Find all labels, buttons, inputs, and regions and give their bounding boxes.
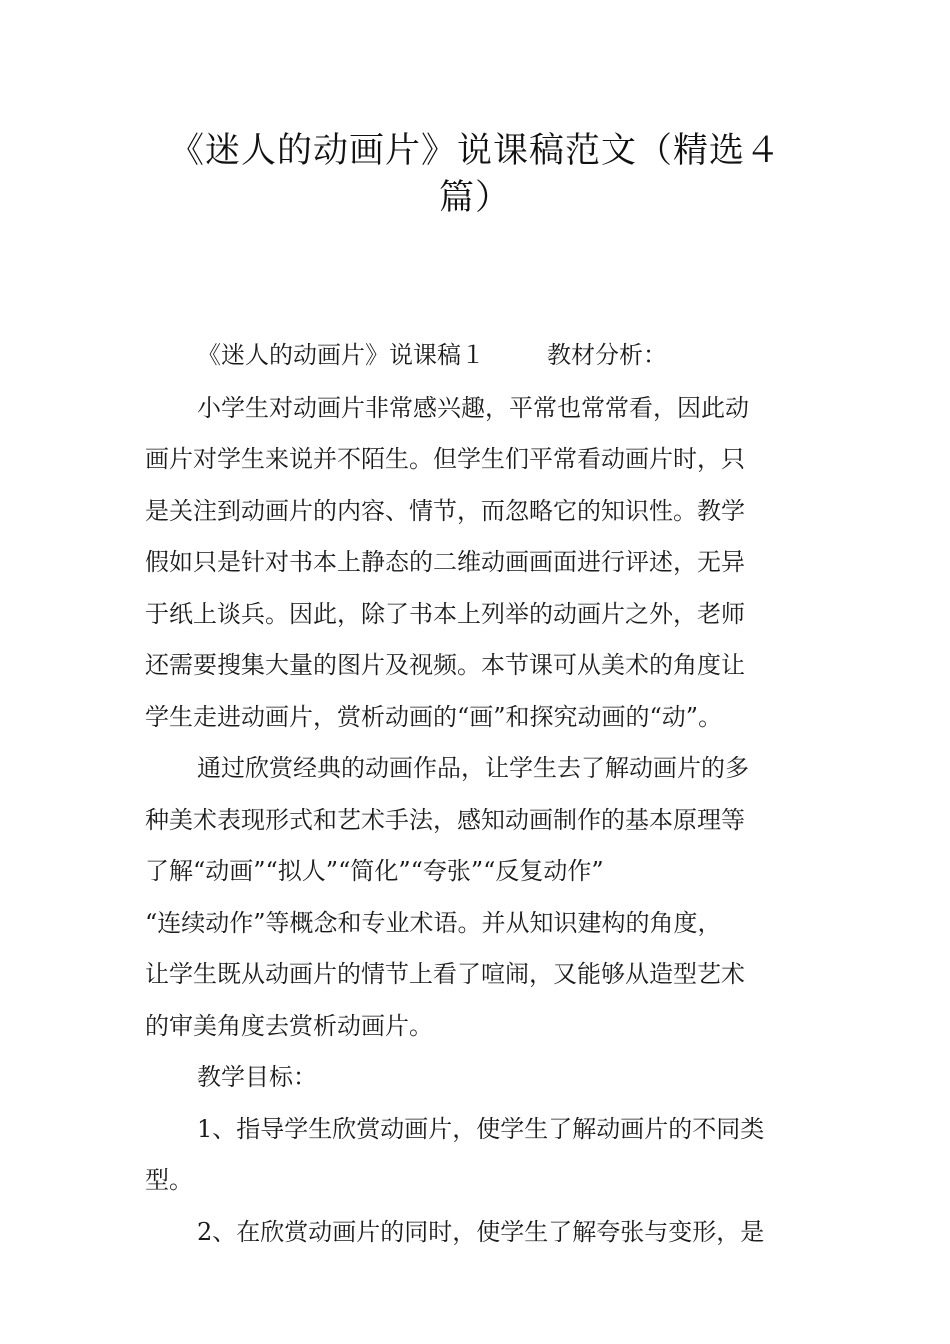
paragraph-line: 小学生对动画片非常感兴趣，平常也常常看，因此动 [197, 393, 749, 422]
title-line-2: 篇） [438, 178, 511, 218]
goal-item-1: 1、指导学生欣赏动画片，使学生了解动画片的不同类 [197, 1114, 765, 1143]
paragraph-line: 是关注到动画片的内容、情节，而忽略它的知识性。教学 [145, 496, 745, 525]
title-line-1: 《迷人的动画片》说课稿范文（精选４ [168, 131, 781, 171]
paragraph-3 [145, 1052, 810, 1104]
paragraph-line: 型。 [145, 1166, 193, 1194]
paragraph-line: 种美术表现形式和艺术手法，感知动画制作的基本原理等 [145, 805, 745, 834]
document-title [150, 128, 800, 222]
section-heading: 《迷人的动画片》说课稿１ [197, 341, 485, 369]
paragraph-line: 的审美角度去赏析动画片。 [145, 1011, 433, 1040]
paragraph-4 [145, 1104, 810, 1207]
paragraph-line: 学生走进动画片，赏析动画的“画”和探究动画的“动”。 [145, 702, 723, 731]
paragraph-5 [145, 1207, 810, 1259]
section-subheading: 教材分析： [547, 341, 667, 369]
document-body [145, 330, 810, 1258]
paragraph-line: “连续动作”等概念和专业术语。并从知识建构的角度， [145, 908, 722, 937]
paragraph-line: 了解“动画”“拟人”“简化”“夸张”“反复动作” [145, 857, 604, 885]
paragraph-2 [145, 743, 810, 1052]
paragraph-line: 还需要搜集大量的图片及视频。本节课可从美术的角度让 [145, 651, 745, 679]
paragraph-line: 让学生既从动画片的情节上看了喧闹，又能够从造型艺术 [145, 960, 745, 988]
goal-item-2: 2、在欣赏动画片的同时，使学生了解夸张与变形，是 [197, 1217, 765, 1246]
section-heading-line [145, 330, 810, 382]
paragraph-line: 画片对学生来说并不陌生。但学生们平常看动画片时，只 [145, 445, 745, 473]
paragraph-line: 通过欣赏经典的动画作品，让学生去了解动画片的多 [197, 754, 749, 782]
paragraph-1 [145, 383, 810, 744]
paragraph-line: 假如只是针对书本上静态的二维动画画面进行评述，无异 [145, 548, 745, 576]
teaching-goals-heading: 教学目标： [197, 1063, 317, 1091]
paragraph-line: 于纸上谈兵。因此，除了书本上列举的动画片之外，老师 [145, 599, 745, 628]
